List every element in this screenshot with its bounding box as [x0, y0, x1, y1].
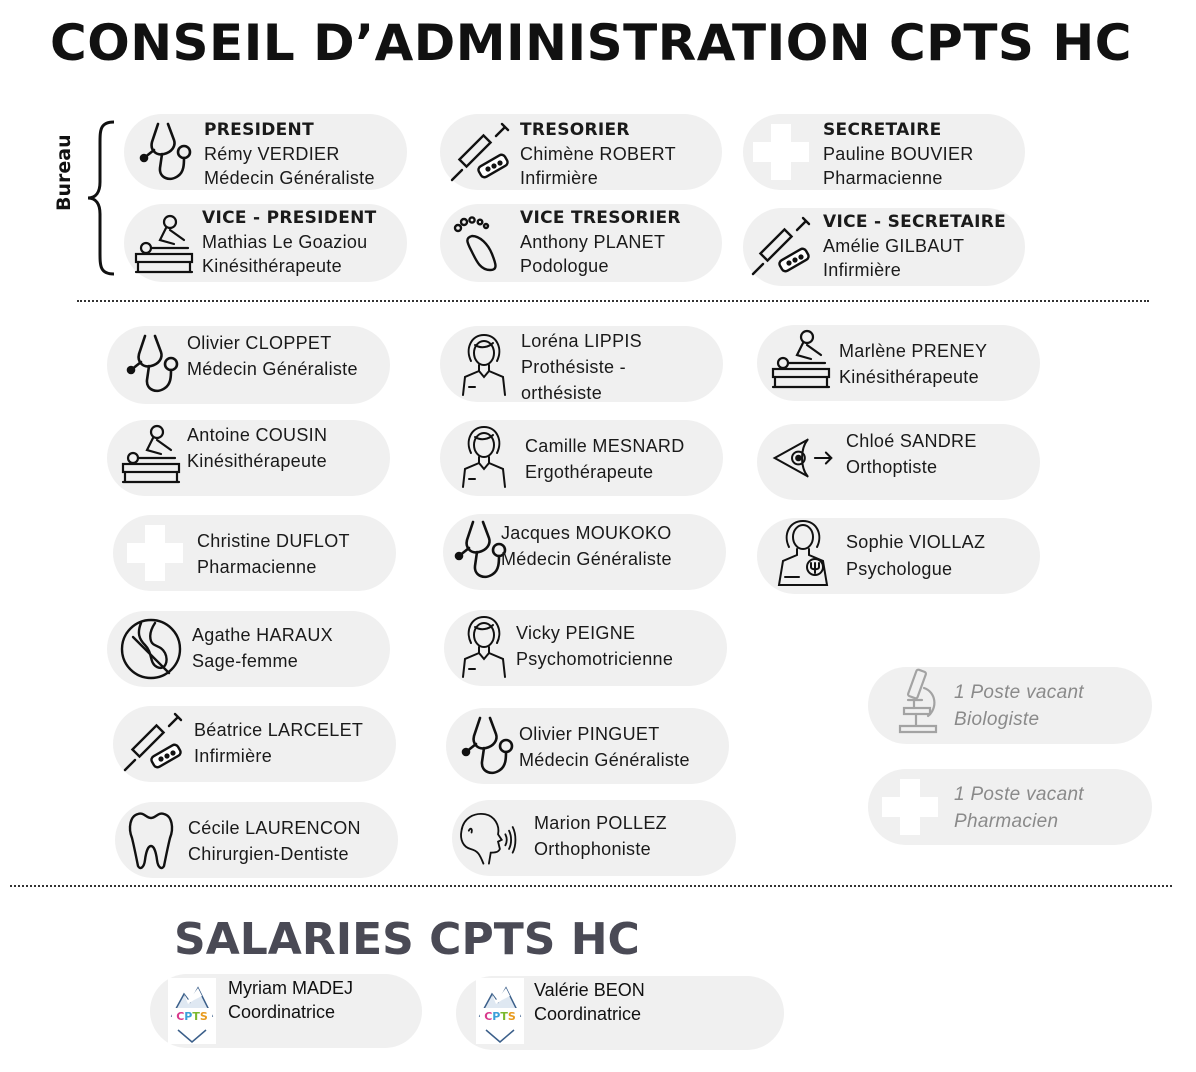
svg-text:CPTS: CPTS — [176, 1010, 208, 1023]
member-job: Psychologue — [846, 559, 953, 579]
bureau-label: Bureau — [53, 134, 75, 211]
member-card — [757, 518, 1040, 594]
member-card — [107, 611, 390, 687]
member-card — [440, 326, 723, 402]
member-job: Orthophoniste — [534, 839, 651, 859]
member-name: Béatrice LARCELET — [194, 720, 364, 740]
member-card — [443, 514, 726, 590]
member-name: Agathe HARAUX — [192, 625, 333, 645]
member-job: Ergothérapeute — [525, 462, 654, 482]
member-job: Médecin Généraliste — [519, 750, 690, 770]
member-name: Cécile LAURENCON — [188, 818, 361, 838]
member-job: Médecin Généraliste — [187, 359, 358, 379]
syringe-icon — [121, 710, 185, 774]
member-name: Amélie GILBAUT — [823, 236, 965, 256]
member-name: Chloé SANDRE — [846, 431, 977, 451]
member-name: Camille MESNARD — [525, 436, 685, 456]
woman-icon — [452, 424, 516, 488]
member-card — [446, 708, 729, 784]
member-card — [757, 325, 1040, 401]
vacant-card-biologiste — [868, 667, 1152, 744]
woman-icon — [452, 332, 516, 396]
member-job: Prothésiste - — [521, 357, 626, 377]
role-label: VICE TRESORIER — [520, 208, 681, 228]
page-title: CONSEIL D’ADMINISTRATION CPTS HC — [50, 14, 1132, 72]
member-name: Myriam MADEJ — [228, 978, 353, 998]
member-job: Médecin Généraliste — [204, 168, 375, 188]
member-card — [113, 706, 396, 782]
member-card — [757, 424, 1040, 500]
member-job: Pharmacienne — [823, 168, 943, 188]
pharmacy-cross-icon — [878, 775, 942, 839]
member-job: Chirurgien-Dentiste — [188, 844, 349, 864]
member-name: Vicky PEIGNE — [516, 623, 636, 643]
pharmacy-cross-icon — [123, 521, 187, 585]
member-job: Kinésithérapeute — [202, 256, 342, 276]
separator-line — [77, 300, 1149, 302]
member-job: Kinésithérapeute — [839, 367, 979, 387]
bureau-card-vice-tresorier — [440, 204, 722, 282]
member-job: Psychomotricienne — [516, 649, 674, 669]
member-job: Podologue — [520, 256, 609, 276]
cpts-logo-icon — [476, 978, 524, 1044]
member-job: Orthoptiste — [846, 457, 938, 477]
member-job: Coordinatrice — [534, 1004, 642, 1024]
member-name: Pauline BOUVIER — [823, 144, 974, 164]
salaries-title: SALARIES CPTS HC — [174, 914, 640, 965]
microscope-icon — [886, 669, 950, 733]
bureau-card-vice-president — [124, 204, 407, 282]
vacant-job: Biologiste — [954, 709, 1040, 730]
member-name: Olivier CLOPPET — [187, 333, 332, 353]
stethoscope-icon — [134, 120, 198, 184]
member-name: Antoine COUSIN — [187, 425, 328, 445]
member-job: Coordinatrice — [228, 1002, 336, 1022]
member-job: Infirmière — [520, 168, 599, 188]
stethoscope-icon — [121, 332, 185, 396]
member-job-continued: orthésiste — [521, 383, 603, 403]
massage-icon — [767, 327, 831, 391]
pharmacy-cross-icon — [749, 120, 813, 184]
bureau-card-president — [124, 114, 407, 190]
member-card — [107, 420, 390, 496]
member-card — [444, 610, 727, 686]
member-card — [440, 420, 723, 496]
massage-icon — [130, 212, 194, 276]
member-job: Infirmière — [194, 746, 273, 766]
stethoscope-icon — [456, 714, 520, 778]
cpts-logo-icon — [168, 978, 216, 1044]
role-label: TRESORIER — [520, 120, 630, 140]
vacant-job: Pharmacien — [954, 811, 1059, 832]
salarie-card — [150, 974, 422, 1048]
member-job: Médecin Généraliste — [501, 549, 672, 569]
role-label: SECRETAIRE — [823, 120, 942, 140]
role-label: VICE - SECRETAIRE — [823, 212, 1007, 232]
member-name: Valérie BEON — [534, 980, 645, 1000]
foot-icon — [448, 212, 512, 276]
role-label: PRESIDENT — [204, 120, 314, 140]
member-card — [107, 326, 390, 404]
pregnancy-icon — [119, 617, 183, 681]
member-name: Chimène ROBERT — [520, 144, 676, 164]
member-name: Mathias Le Goaziou — [202, 232, 368, 252]
member-card — [113, 515, 396, 591]
psychologist-icon — [771, 520, 835, 584]
member-job: Kinésithérapeute — [187, 451, 327, 471]
eye-icon — [771, 426, 835, 490]
bureau-card-vice-secretaire — [743, 208, 1025, 286]
member-name: Anthony PLANET — [520, 232, 666, 252]
brace-icon — [84, 120, 118, 276]
member-job: Pharmacienne — [197, 557, 317, 577]
vacant-title: 1 Poste vacant — [954, 784, 1084, 805]
role-label: VICE - PRESIDENT — [202, 208, 377, 228]
member-name: Marlène PRENEY — [839, 341, 988, 361]
massage-icon — [117, 422, 181, 486]
tooth-icon — [119, 808, 183, 872]
bureau-card-tresorier — [440, 114, 722, 190]
vacant-card-pharmacien — [868, 769, 1152, 845]
woman-icon — [452, 614, 516, 678]
member-name: Loréna LIPPIS — [521, 331, 642, 351]
member-name: Marion POLLEZ — [534, 813, 667, 833]
member-name: Christine DUFLOT — [197, 531, 350, 551]
member-card — [115, 802, 398, 878]
speech-icon — [456, 806, 520, 870]
member-job: Infirmière — [823, 260, 902, 280]
vacant-title: 1 Poste vacant — [954, 682, 1084, 703]
svg-text:CPTS: CPTS — [484, 1010, 516, 1023]
member-name: Rémy VERDIER — [204, 144, 340, 164]
member-name: Olivier PINGUET — [519, 724, 660, 744]
member-card — [452, 800, 736, 876]
syringe-icon — [448, 120, 512, 184]
separator-line — [10, 885, 1172, 887]
syringe-icon — [749, 214, 813, 278]
bureau-card-secretaire — [743, 114, 1025, 190]
salarie-card — [456, 976, 784, 1050]
member-name: Jacques MOUKOKO — [501, 523, 672, 543]
member-job: Sage-femme — [192, 651, 299, 671]
member-name: Sophie VIOLLAZ — [846, 532, 986, 552]
